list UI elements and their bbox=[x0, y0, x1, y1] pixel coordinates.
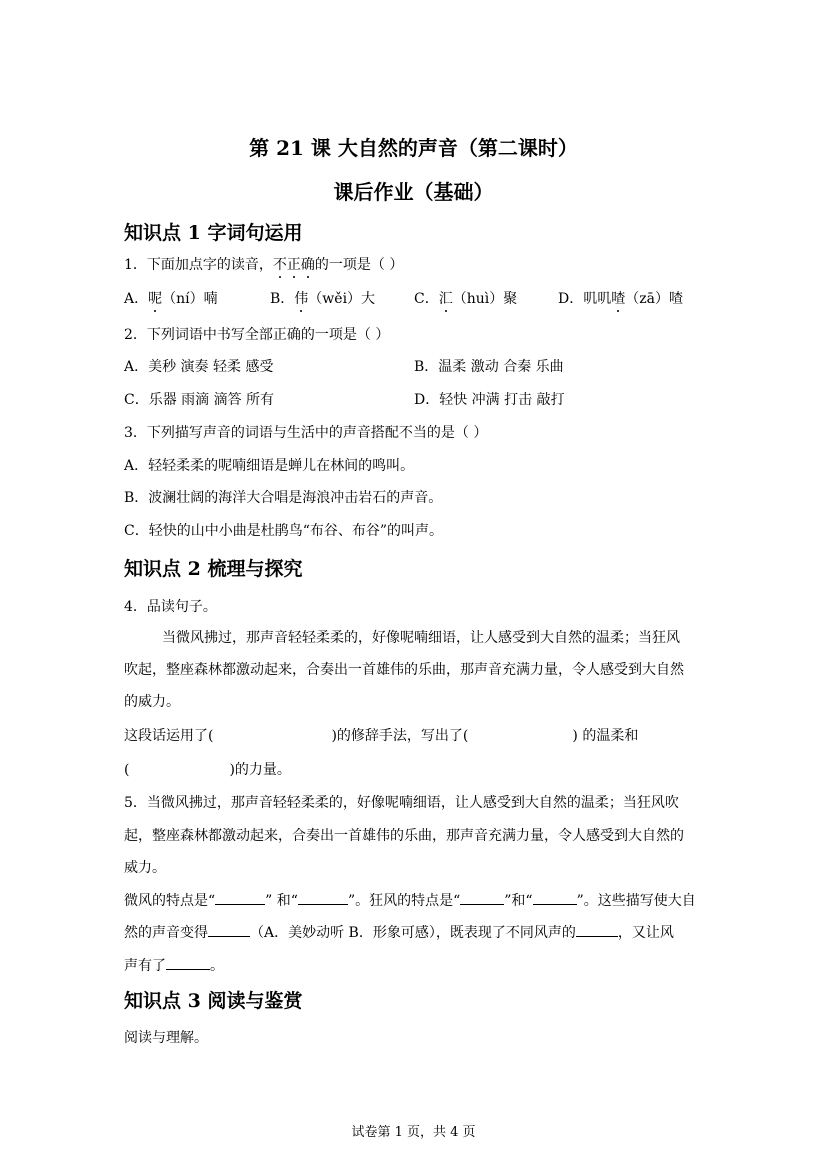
question-3-option-c: C．轻快的山中小曲是杜鹃鸟“布谷、布谷”的叫声。 bbox=[124, 523, 444, 539]
option-label: B． bbox=[270, 291, 295, 307]
fill-text: 然的声音变得 bbox=[124, 925, 208, 941]
fill-text: 。 bbox=[210, 958, 224, 974]
question-2-option-d: D．轻快 冲满 打击 敲打 bbox=[414, 392, 565, 408]
answer-blank[interactable] bbox=[533, 892, 577, 905]
fill-text: )的力量。 bbox=[229, 762, 291, 778]
page-footer: 试卷第 1 页，共 4 页 bbox=[351, 1125, 476, 1140]
option-text: （ní）喃 bbox=[162, 291, 218, 307]
question-1-stem bbox=[124, 254, 403, 274]
q4-passage-line: 当微风拂过，那声音轻轻柔柔的，好像呢喃细语，让人感受到大自然的温柔；当狂风 bbox=[162, 630, 680, 646]
question-5-line: 5．当微风拂过，那声音轻轻柔柔的，好像呢喃细语，让人感受到大自然的温柔；当狂风吹 bbox=[124, 795, 679, 811]
q4-passage-line: 吹起，整座森林都激动起来，合奏出一首雄伟的乐曲，那声音充满力量，令人感受到大自然 bbox=[124, 662, 684, 678]
fill-text: ”。这些描写使大自 bbox=[576, 893, 696, 909]
dotted-char: 伟 bbox=[294, 291, 309, 307]
fill-text: 微风的特点是“ bbox=[124, 893, 216, 909]
question-1-option-b bbox=[270, 288, 375, 308]
section-heading-1: 知识点 1 字词句运用 bbox=[124, 222, 303, 244]
dotted-char: 呢 bbox=[148, 291, 163, 307]
fill-text: ，又让风 bbox=[617, 925, 674, 941]
dotted-char: 汇 bbox=[438, 291, 453, 307]
reading-intro: 阅读与理解。 bbox=[124, 1030, 208, 1046]
question-4-stem: 4．品读句子。 bbox=[124, 599, 217, 615]
question-2-stem: 2．下列词语中书写全部正确的一项是（ ） bbox=[124, 327, 390, 343]
fill-text: )的修辞手法，写出了( bbox=[331, 728, 469, 744]
fill-text: ” 和“ bbox=[265, 893, 298, 909]
q5-fill-line-2 bbox=[124, 922, 674, 942]
answer-blank[interactable] bbox=[298, 892, 348, 905]
q1-dotted-char: 正 bbox=[286, 257, 301, 273]
option-label: A． bbox=[124, 291, 149, 307]
answer-blank[interactable] bbox=[215, 892, 265, 905]
answer-blank[interactable] bbox=[460, 892, 504, 905]
question-3-option-b: B．波澜壮阔的海洋大合唱是海浪冲击岩石的声音。 bbox=[124, 490, 443, 506]
dotted-char: 喳 bbox=[611, 291, 626, 307]
question-3-option-a: A．轻轻柔柔的呢喃细语是蝉儿在林间的鸣叫。 bbox=[124, 458, 415, 474]
section-heading-3: 知识点 3 阅读与鉴赏 bbox=[124, 990, 303, 1012]
question-2-option-b: B．温柔 激动 合秦 乐曲 bbox=[414, 359, 564, 375]
q5-fill-line-1 bbox=[124, 890, 696, 910]
answer-blank[interactable] bbox=[576, 924, 618, 937]
question-1-option-c bbox=[414, 288, 517, 308]
q4-fill-line-2 bbox=[124, 759, 291, 779]
answer-blank[interactable] bbox=[208, 924, 250, 937]
question-1-option-d bbox=[558, 288, 683, 308]
q4-passage-line: 的威力。 bbox=[124, 694, 180, 710]
q1-text-post: 的一项是（ ） bbox=[314, 257, 404, 273]
question-5-line: 威力。 bbox=[124, 860, 166, 876]
question-1-option-a bbox=[124, 288, 218, 308]
question-5-line: 起，整座森林都激动起来，合奏出一首雄伟的乐曲，那声音充满力量，令人感受到大自然的 bbox=[124, 828, 684, 844]
fill-text: ”。狂风的特点是“ bbox=[347, 893, 461, 909]
fill-text: ) 的温柔和 bbox=[572, 728, 639, 744]
question-2-option-a: A．美秒 演奏 轻柔 感受 bbox=[124, 359, 274, 375]
q1-text-pre: 1．下面加点字的读音， bbox=[124, 257, 273, 273]
q4-fill-line-1 bbox=[124, 725, 638, 745]
fill-text: ( bbox=[124, 762, 130, 778]
answer-blank[interactable] bbox=[166, 957, 210, 970]
option-text: （huì）聚 bbox=[452, 291, 518, 307]
fill-text: ”和“ bbox=[504, 893, 533, 909]
question-2-option-c: C．乐器 雨滴 滴答 所有 bbox=[124, 392, 275, 408]
page-title: 第 21 课 大自然的声音（第二课时） bbox=[249, 136, 578, 160]
q1-dotted-char: 确 bbox=[300, 257, 315, 273]
section-heading-2: 知识点 2 梳理与探究 bbox=[124, 558, 303, 580]
q5-fill-line-3 bbox=[124, 955, 224, 975]
fill-text: 这段话运用了( bbox=[124, 728, 214, 744]
page-subtitle: 课后作业（基础） bbox=[333, 180, 494, 204]
option-text: （zā）喳 bbox=[625, 291, 683, 307]
fill-text: 声有了 bbox=[124, 958, 166, 974]
fill-text: （A．美妙动听 B．形象可感），既表现了不同风声的 bbox=[250, 925, 576, 941]
question-3-stem: 3．下列描写声音的词语与生活中的声音搭配不当的是（ ） bbox=[124, 425, 488, 441]
option-label: C． bbox=[414, 291, 439, 307]
option-text: （wěi）大 bbox=[308, 291, 376, 307]
option-label: D．叽叽 bbox=[558, 291, 612, 307]
q1-dotted-char: 不 bbox=[272, 257, 287, 273]
